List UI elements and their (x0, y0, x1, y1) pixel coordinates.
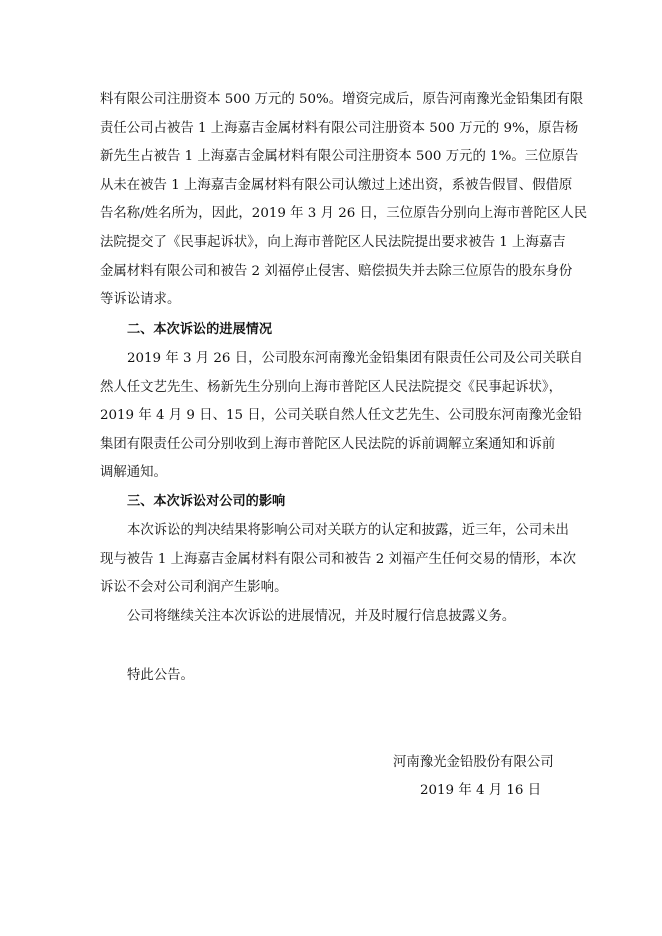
paragraph-litigation-impact (100, 517, 576, 603)
text-line: 新先生占被告 1 上海嘉吉金属材料有限公司注册资本 500 万元的 1%。三位原告 (100, 149, 579, 165)
text-line: 料有限公司注册资本 500 万元的 50%。增资完成后，原告河南豫光金铅集团有限 (100, 92, 584, 107)
text-line: 告名称/姓名所为，因此，2019 年 3 月 26 日，三位原告分别向上海市普陀区人民 (100, 206, 588, 222)
text-line: 集团有限责任公司分别收到上海市普陀区人民法院的诉前调解立案通知和诉前 (100, 436, 556, 452)
text-line: 2019 年 4 月 9 日、15 日，公司关联自然人任文艺先生、公司股东河南豫光金铅 (100, 408, 583, 424)
text-line: 现与被告 1 上海嘉吉金属材料有限公司和被告 2 刘福产生任何交易的情形，本次 (100, 551, 576, 567)
text-line: 等诉讼请求。 (100, 292, 181, 308)
text-line: 本次诉讼的判决结果将影响公司对关联方的认定和披露，近三年，公司未出 (127, 523, 569, 538)
text-line: 责任公司占被告 1 上海嘉吉金属材料有限公司注册资本 500 万元的 9%，原告杨 (100, 120, 579, 136)
closing-statement (100, 662, 564, 691)
section-heading-progress (100, 316, 564, 345)
text-line: 法院提交了《民事起诉状》，向上海市普陀区人民法院提出要求被告 1 上海嘉吉 (100, 234, 566, 250)
closing-text: 特此公告。 (127, 668, 194, 683)
text-line: 调解通知。 (100, 465, 167, 481)
text-line: 从未在被告 1 上海嘉吉金属材料有限公司认缴过上述出资，系被告假冒、假借原 (100, 177, 573, 193)
section-heading: 二、本次诉讼的进展情况 (127, 322, 273, 337)
text-line: 然人任文艺先生、杨新先生分别向上海市普陀区人民法院提交《民事起诉状》， (100, 379, 562, 395)
text-line: 诉讼不会对公司利润产生影响。 (100, 580, 288, 596)
text-line: 金属材料有限公司和被告 2 刘福停止侵害、赔偿损失并去除三位原告的股东身份 (100, 263, 573, 279)
signature-date: 2019 年 4 月 16 日 (420, 783, 542, 798)
paragraph-plaintiff-claims (100, 86, 588, 315)
signature-company: 河南豫光金铅股份有限公司 (393, 755, 554, 770)
text-line: 公司将继续关注本次诉讼的进展情况，并及时履行信息披露义务。 (127, 609, 516, 624)
section-heading-impact (100, 488, 564, 517)
paragraph-disclosure-followup (100, 603, 564, 632)
paragraph-litigation-progress (100, 345, 583, 488)
section-heading: 三、本次诉讼对公司的影响 (127, 494, 286, 509)
text-line: 2019 年 3 月 26 日，公司股东河南豫光金铅集团有限责任公司及公司关联自 (127, 351, 583, 366)
